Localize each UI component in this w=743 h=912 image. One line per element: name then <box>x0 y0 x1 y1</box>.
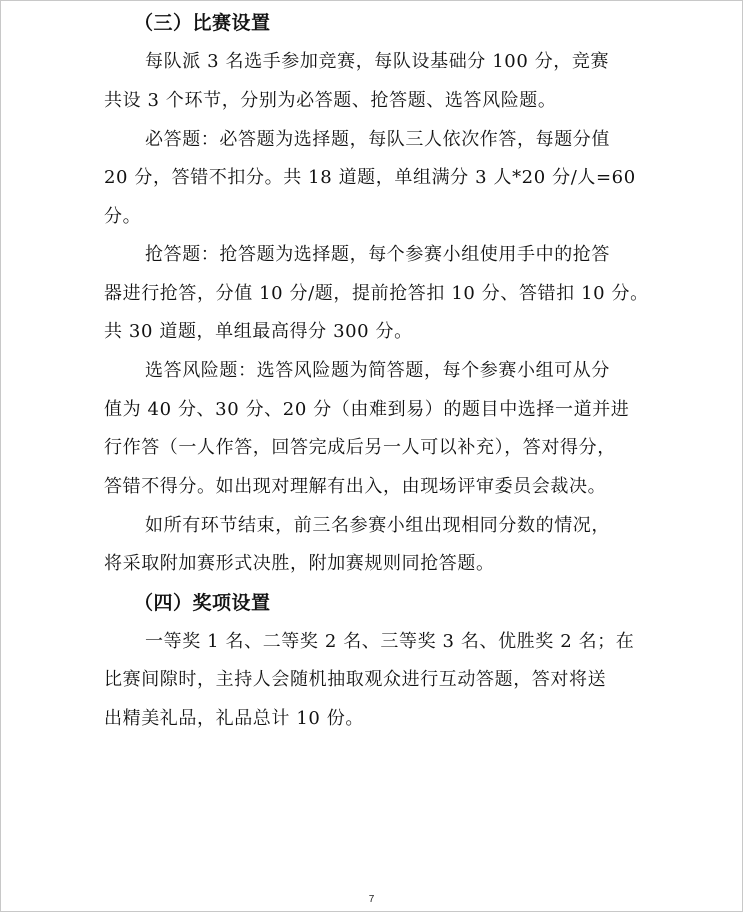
paragraph-line: 器进行抢答，分值 10 分/题，提前抢答扣 10 分、答错扣 10 分。 <box>104 283 649 304</box>
paragraph-line: 必答题：必答题为选择题，每队三人依次作答，每题分值 <box>145 129 610 150</box>
paragraph-line: 分。 <box>104 206 142 227</box>
paragraph-line: 一等奖 1 名、二等奖 2 名、三等奖 3 名、优胜奖 2 名；在 <box>145 631 635 652</box>
page-number: 7 <box>368 894 375 905</box>
paragraph-line: 选答风险题：选答风险题为简答题，每个参赛小组可从分 <box>145 360 610 381</box>
paragraph-line: 抢答题：抢答题为选择题，每个参赛小组使用手中的抢答 <box>145 244 610 265</box>
paragraph-line: 共设 3 个环节，分别为必答题、抢答题、选答风险题。 <box>104 90 557 111</box>
paragraph-line: 值为 40 分、30 分、20 分（由难到易）的题目中选择一道并进 <box>104 399 630 420</box>
paragraph-line: 如所有环节结束，前三名参赛小组出现相同分数的情况， <box>145 515 610 536</box>
paragraph-line: 每队派 3 名选手参加竞赛，每队设基础分 100 分，竞赛 <box>145 51 610 72</box>
paragraph-line: 出精美礼品，礼品总计 10 份。 <box>104 708 364 729</box>
section-heading-awards: （四）奖项设置 <box>134 592 271 614</box>
paragraph-line: 将采取附加赛形式决胜，附加赛规则同抢答题。 <box>104 553 495 574</box>
paragraph-line: 20 分，答错不扣分。共 18 道题，单组满分 3 人*20 分/人=60 <box>104 167 636 188</box>
section-heading-competition-setup: （三）比赛设置 <box>134 12 271 34</box>
paragraph-line: 行作答（一人作答，回答完成后另一人可以补充），答对得分， <box>104 437 616 458</box>
paragraph-line: 共 30 道题，单组最高得分 300 分。 <box>104 321 413 342</box>
paragraph-line: 比赛间隙时，主持人会随机抽取观众进行互动答题，答对将送 <box>104 669 607 690</box>
paragraph-line: 答错不得分。如出现对理解有出入，由现场评审委员会裁决。 <box>104 476 607 497</box>
